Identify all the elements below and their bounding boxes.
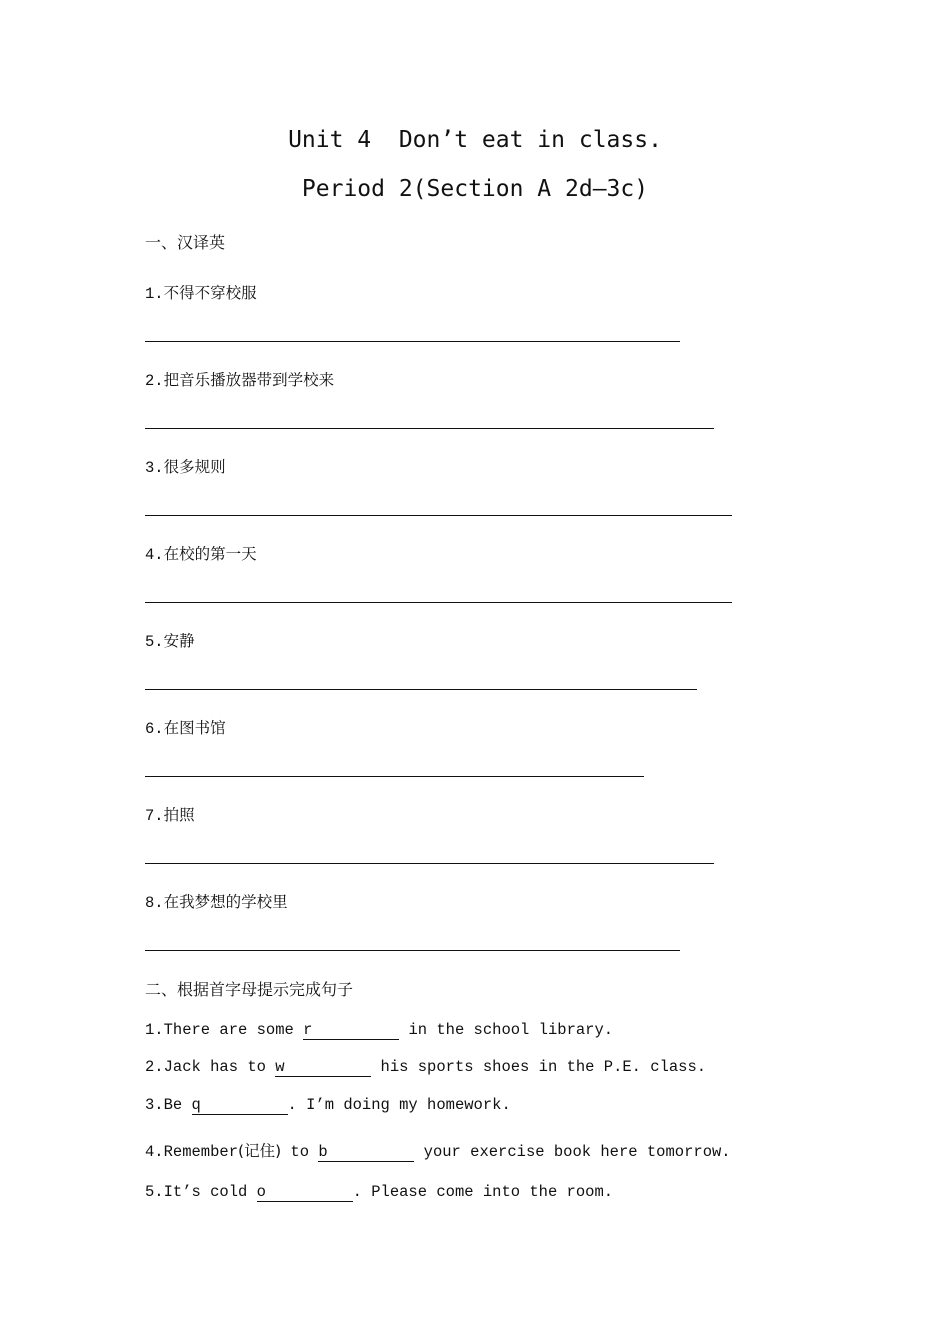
answer-line[interactable] (145, 776, 644, 777)
translation-item: 4.在校的第一天 (145, 545, 257, 564)
fill-sentence: 4.Remember(记住) to b your exercise book here tomorrow. (145, 1142, 731, 1161)
fill-sentence: 2.Jack has to w his sports shoes in the P.E. class. (145, 1058, 707, 1076)
page-title: Unit 4 Don’t eat in class. (288, 127, 662, 153)
blank-field[interactable]: w (275, 1058, 371, 1077)
answer-line[interactable] (145, 863, 714, 864)
translation-item: 8.在我梦想的学校里 (145, 893, 288, 912)
answer-line[interactable] (145, 515, 732, 516)
answer-line[interactable] (145, 950, 680, 951)
blank-field[interactable]: o (257, 1183, 353, 1202)
blank-field[interactable]: r (303, 1021, 399, 1040)
section2-heading: 二、根据首字母提示完成句子 (145, 980, 354, 999)
blank-field[interactable]: b (318, 1143, 414, 1162)
answer-line[interactable] (145, 689, 697, 690)
fill-sentence: 1.There are some r in the school library. (145, 1021, 614, 1039)
fill-sentence: 3.Be q . I’m doing my homework. (145, 1096, 511, 1114)
section1-heading: 一、汉译英 (145, 233, 226, 252)
translation-item: 7.拍照 (145, 806, 195, 825)
translation-item: 1.不得不穿校服 (145, 284, 257, 303)
translation-item: 5.安静 (145, 632, 195, 651)
answer-line[interactable] (145, 341, 680, 342)
answer-line[interactable] (145, 602, 732, 603)
translation-item: 6.在图书馆 (145, 719, 226, 738)
page-subtitle: Period 2(Section A 2d—3c) (301, 176, 649, 202)
answer-line[interactable] (145, 428, 714, 429)
translation-item: 3.很多规则 (145, 458, 226, 477)
blank-field[interactable]: q (192, 1096, 288, 1115)
translation-item: 2.把音乐播放器带到学校来 (145, 371, 335, 390)
fill-sentence: 5.It’s cold o . Please come into the room. (145, 1183, 614, 1201)
